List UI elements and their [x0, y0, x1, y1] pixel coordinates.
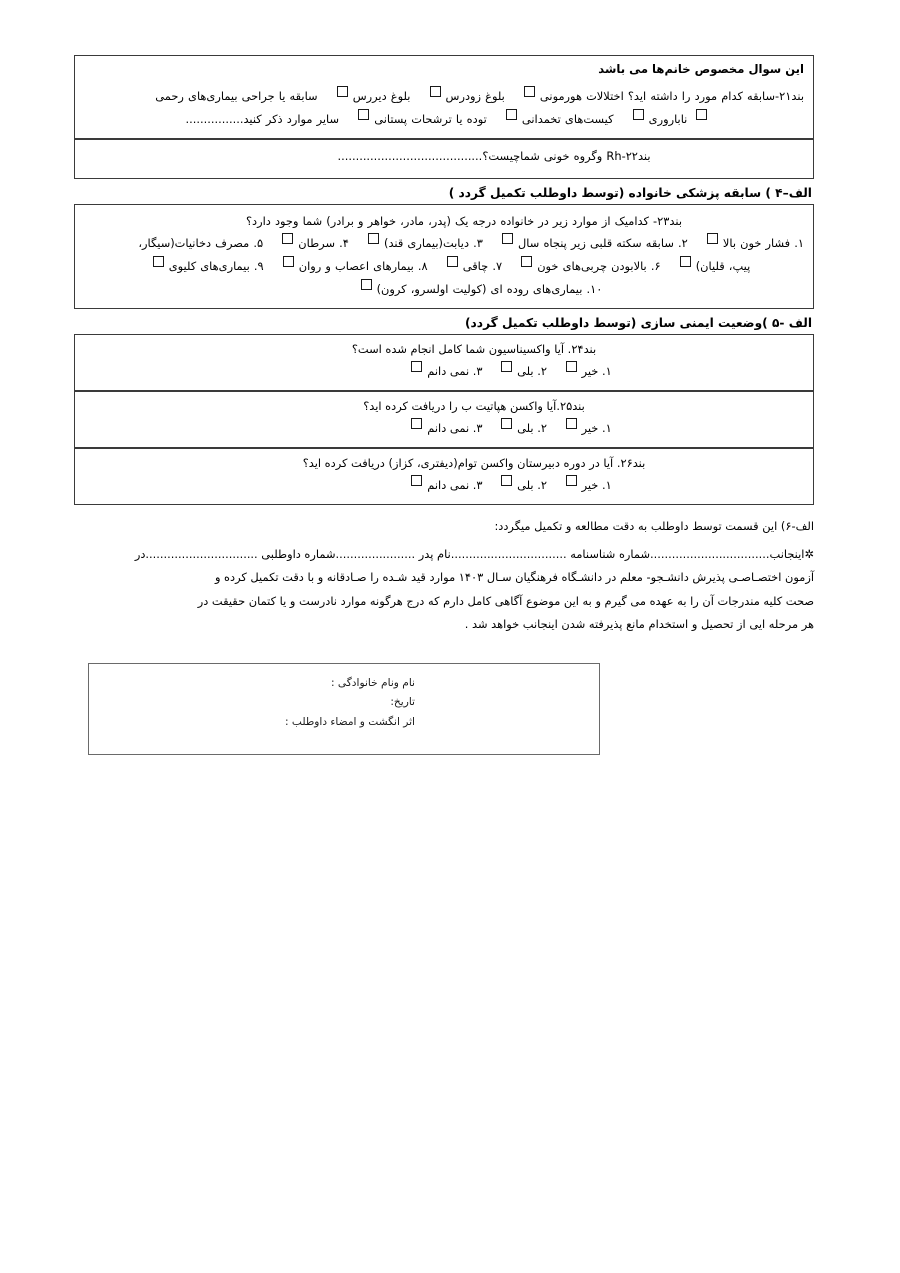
fam-option-bowel-disease[interactable]	[356, 278, 603, 301]
fam-option-cancer[interactable]	[277, 232, 349, 255]
checkbox-hypertension[interactable]	[707, 233, 718, 244]
fam-option-label: پیپ، قلیان)	[695, 259, 751, 274]
checkbox-late-puberty[interactable]	[337, 86, 348, 97]
answer-25-dont-know[interactable]	[406, 418, 482, 440]
answer-label: بلی	[517, 478, 534, 493]
option-label: اختلالات هورمونی	[539, 89, 624, 103]
fam-option-label: مصرف دخانیات(سیگار،	[138, 236, 250, 251]
fam-option-label: سابقه سکته قلبی زیر پنجاه سال	[518, 236, 674, 251]
fam-option-num: ۵.	[253, 236, 264, 251]
fam-option-label: فشار خون بالا	[722, 236, 791, 251]
declaration-line-4: هر مرحله ایی از تحصیل و استخدام مانع پذیرفته شدن اینجانب خواهد شد .	[464, 617, 814, 632]
answer-num: ۲.	[537, 478, 547, 493]
answer-num: ۳.	[472, 364, 483, 379]
answer-24-dont-know[interactable]	[406, 361, 482, 383]
question-24-box	[74, 334, 814, 391]
checkbox-obesity[interactable]	[447, 256, 458, 267]
question-24-text: بند۲۴. آیا واکسیناسیون شما کامل انجام شده است؟	[351, 341, 597, 356]
fam-option-num: ۳.	[473, 236, 483, 251]
answer-label: بلی	[517, 364, 534, 379]
checkbox-25-yes[interactable]	[501, 418, 512, 429]
section-title-alef-5: الف -۵ )وضعیت ایمنی سازی (توسط داوطلب تکمیل گردد)	[464, 315, 812, 330]
fam-option-hypertension[interactable]	[702, 232, 804, 255]
checkbox-tobacco-use[interactable]	[680, 256, 691, 267]
checkbox-diabetes[interactable]	[368, 233, 379, 244]
question-26-text: بند۲۶. آیا در دوره دبیرستان واکسن توام(دیفتری، کزاز) دریافت کرده اید؟	[302, 456, 646, 470]
answer-num: ۳.	[472, 421, 483, 436]
form-content	[74, 55, 814, 755]
question-24-answers	[84, 361, 804, 383]
fam-option-num: ۲.	[678, 236, 688, 251]
declaration-line-1[interactable]: ✲اینجانب.................................شماره شناسنامه ................................نام پدر ......................شماره داوطلبی ...............................در	[134, 547, 814, 562]
other-specify-dots[interactable]: ................	[185, 111, 244, 126]
question-25-text: بند۲۵.آیا واکسن هپاتیت ب را دریافت کرده اید؟	[363, 398, 585, 413]
fam-option-diabetes[interactable]	[363, 232, 483, 255]
question-22-line	[84, 145, 804, 168]
question-22-answer-dots[interactable]: ........................................	[337, 148, 483, 163]
checkbox-heart-attack-under-50[interactable]	[502, 233, 513, 244]
checkbox-24-dont-know[interactable]	[411, 361, 422, 372]
checkbox-neuro-psychiatric[interactable]	[283, 256, 294, 267]
section-title-alef-6: الف-۶) این قسمت توسط داوطلب به دقت مطالعه و تکمیل میگردد:	[494, 519, 814, 534]
question-26-text-line	[84, 454, 804, 473]
answer-label: نمی دانم	[427, 421, 470, 436]
question-23-row-3	[84, 278, 804, 301]
checkbox-bowel-disease[interactable]	[361, 279, 372, 290]
option-other-specify[interactable]	[186, 108, 340, 131]
fam-option-heart-attack-under-50[interactable]	[497, 232, 688, 255]
checkbox-25-no[interactable]	[566, 418, 577, 429]
checkbox-26-dont-know[interactable]	[411, 475, 422, 486]
checkbox-infertility[interactable]	[633, 109, 644, 120]
question-21-box	[74, 55, 814, 139]
question-23-text: بند۲۳- کدامیک از موارد زیر در خانواده درجه یک (پدر، مادر، خواهر و برادر) شما وجود دارد؟	[245, 213, 683, 228]
question-23-box	[74, 204, 814, 309]
answer-26-dont-know[interactable]	[406, 475, 482, 497]
option-ovarian-cysts[interactable]	[501, 108, 614, 131]
declaration-line-3: صحت کلیه مندرجات آن را به عهده می گیرم و به این موضوع آگاهی کامل دارم که درج هرگونه موارد نادرست و یا کتمان حقیقت در	[197, 593, 814, 608]
fam-option-num: ۱.	[794, 236, 804, 251]
checkbox-26-yes[interactable]	[501, 475, 512, 486]
answer-num: ۱.	[601, 478, 612, 493]
answer-num: ۱.	[601, 421, 612, 436]
answer-25-yes[interactable]	[496, 418, 547, 440]
answer-num: ۲.	[537, 421, 547, 436]
question-23-text-line	[84, 210, 804, 233]
answer-25-no[interactable]	[561, 418, 612, 440]
fam-option-kidney-disease[interactable]	[148, 255, 264, 278]
answer-24-no[interactable]	[561, 361, 612, 383]
answer-label: نمی دانم	[427, 478, 470, 493]
question-23-row-1	[84, 232, 804, 255]
question-25-answers	[84, 418, 804, 440]
option-label: بلوغ زودرس	[445, 89, 505, 103]
answer-num: ۱.	[601, 364, 612, 379]
question-21-row-2	[84, 108, 804, 131]
fam-option-label: دیابت(بیماری قند)	[384, 236, 470, 251]
answer-num: ۲.	[537, 364, 547, 379]
declaration-line-2: آزمون اختصـاصـی پذیرش دانشـجو- معلم در دانشـگاه فرهنگیان سـال ۱۴۰۳ موارد قید شـده را صـادقانه و با دقت تکمیل کرده و	[214, 570, 814, 585]
fam-option-tobacco-cont[interactable]	[675, 255, 751, 278]
checkbox-26-no[interactable]	[566, 475, 577, 486]
option-infertility[interactable]	[628, 108, 688, 131]
fam-option-num: ۴.	[339, 236, 349, 251]
option-label: سابقه یا جراحی بیماری‌های رحمی	[155, 89, 318, 103]
option-label: توده یا ترشحات پستانی	[374, 111, 487, 126]
fam-option-label: بیماری‌های کلیوی	[168, 259, 250, 274]
answer-label: نمی دانم	[427, 364, 470, 379]
checkbox-early-puberty[interactable]	[430, 86, 441, 97]
question-26-answers	[84, 475, 804, 497]
answer-label: خیر	[581, 364, 599, 379]
question-24-text-line	[84, 340, 804, 359]
checkbox-24-no[interactable]	[566, 361, 577, 372]
checkbox-uterine-disease-surgery[interactable]	[696, 109, 707, 120]
signature-name-label[interactable]: نام ونام خانوادگی :	[331, 676, 415, 689]
fam-option-num: ۸.	[417, 259, 428, 274]
fam-option-num: ۱۰.	[586, 282, 603, 297]
answer-24-yes[interactable]	[496, 361, 547, 383]
checkbox-24-yes[interactable]	[501, 361, 512, 372]
option-early-puberty[interactable]	[425, 85, 505, 108]
women-only-header: این سوال مخصوص خانم‌ها می باشد	[598, 62, 804, 76]
fam-option-num: ۷.	[492, 259, 503, 274]
option-label: ناباروری	[648, 111, 688, 126]
option-label: سایر موارد ذکر کنید	[243, 111, 340, 126]
question-23-row-2	[84, 255, 804, 278]
fam-option-tobacco-use[interactable]	[138, 232, 263, 255]
checkbox-25-dont-know[interactable]	[411, 418, 422, 429]
section-title-alef-4: الف–۴ ) سابقه پزشکی خانواده (توسط داوطلب تکمیل گردد )	[448, 185, 812, 200]
option-uterine-disease-surgery[interactable]	[155, 85, 317, 108]
question-22-text: بند۲۲-Rh وگروه خونی شماچیست؟	[482, 148, 651, 163]
fam-option-num: ۹.	[253, 259, 264, 274]
checkbox-breast-lump-discharge[interactable]	[358, 109, 369, 120]
fam-option-label: سرطان	[298, 236, 335, 251]
fam-option-label: بیمارهای اعصاب و روان	[298, 259, 414, 274]
checkbox-hormonal-disorders[interactable]	[524, 86, 535, 97]
option-hormonal-disorders[interactable]	[519, 85, 624, 108]
fam-option-label: چاقی	[462, 259, 489, 274]
checkbox-kidney-disease[interactable]	[153, 256, 164, 267]
answer-26-no[interactable]	[561, 475, 612, 497]
option-label: کیست‌های تخمدانی	[521, 111, 614, 126]
signature-date-label[interactable]: تاریخ:	[390, 696, 415, 709]
fam-option-high-blood-lipids[interactable]	[516, 255, 660, 278]
question-25-text-line	[84, 397, 804, 416]
question-26-box	[74, 448, 814, 505]
checkbox-high-blood-lipids[interactable]	[521, 256, 532, 267]
answer-26-yes[interactable]	[496, 475, 547, 497]
answer-label: خیر	[581, 421, 599, 436]
answer-num: ۳.	[472, 478, 483, 493]
checkbox-ovarian-cysts[interactable]	[506, 109, 517, 120]
fam-option-neuro-psychiatric[interactable]	[278, 255, 428, 278]
option-label: بلوغ دیررس	[352, 89, 411, 103]
answer-label: بلی	[517, 421, 534, 436]
fam-option-label: بالابودن چربی‌های خون	[537, 259, 647, 274]
option-late-puberty[interactable]	[332, 85, 411, 108]
checkbox-cancer[interactable]	[282, 233, 293, 244]
signature-box	[88, 663, 600, 755]
question-25-box	[74, 391, 814, 448]
fam-option-obesity[interactable]	[442, 255, 502, 278]
signature-fingerprint-label[interactable]: اثر انگشت و امضاء داوطلب :	[285, 715, 415, 728]
fam-option-num: ۶.	[650, 259, 661, 274]
question-22-box	[74, 139, 814, 179]
question-21-row-1	[84, 85, 804, 108]
question-21-lead: بند۲۱-سابقه کدام مورد را داشته اید؟	[627, 89, 804, 103]
answer-label: خیر	[581, 478, 599, 493]
fam-option-label: بیماری‌های روده ای (کولیت اولسرو، کرون)	[376, 282, 583, 297]
option-breast-lump-discharge[interactable]	[353, 108, 487, 131]
